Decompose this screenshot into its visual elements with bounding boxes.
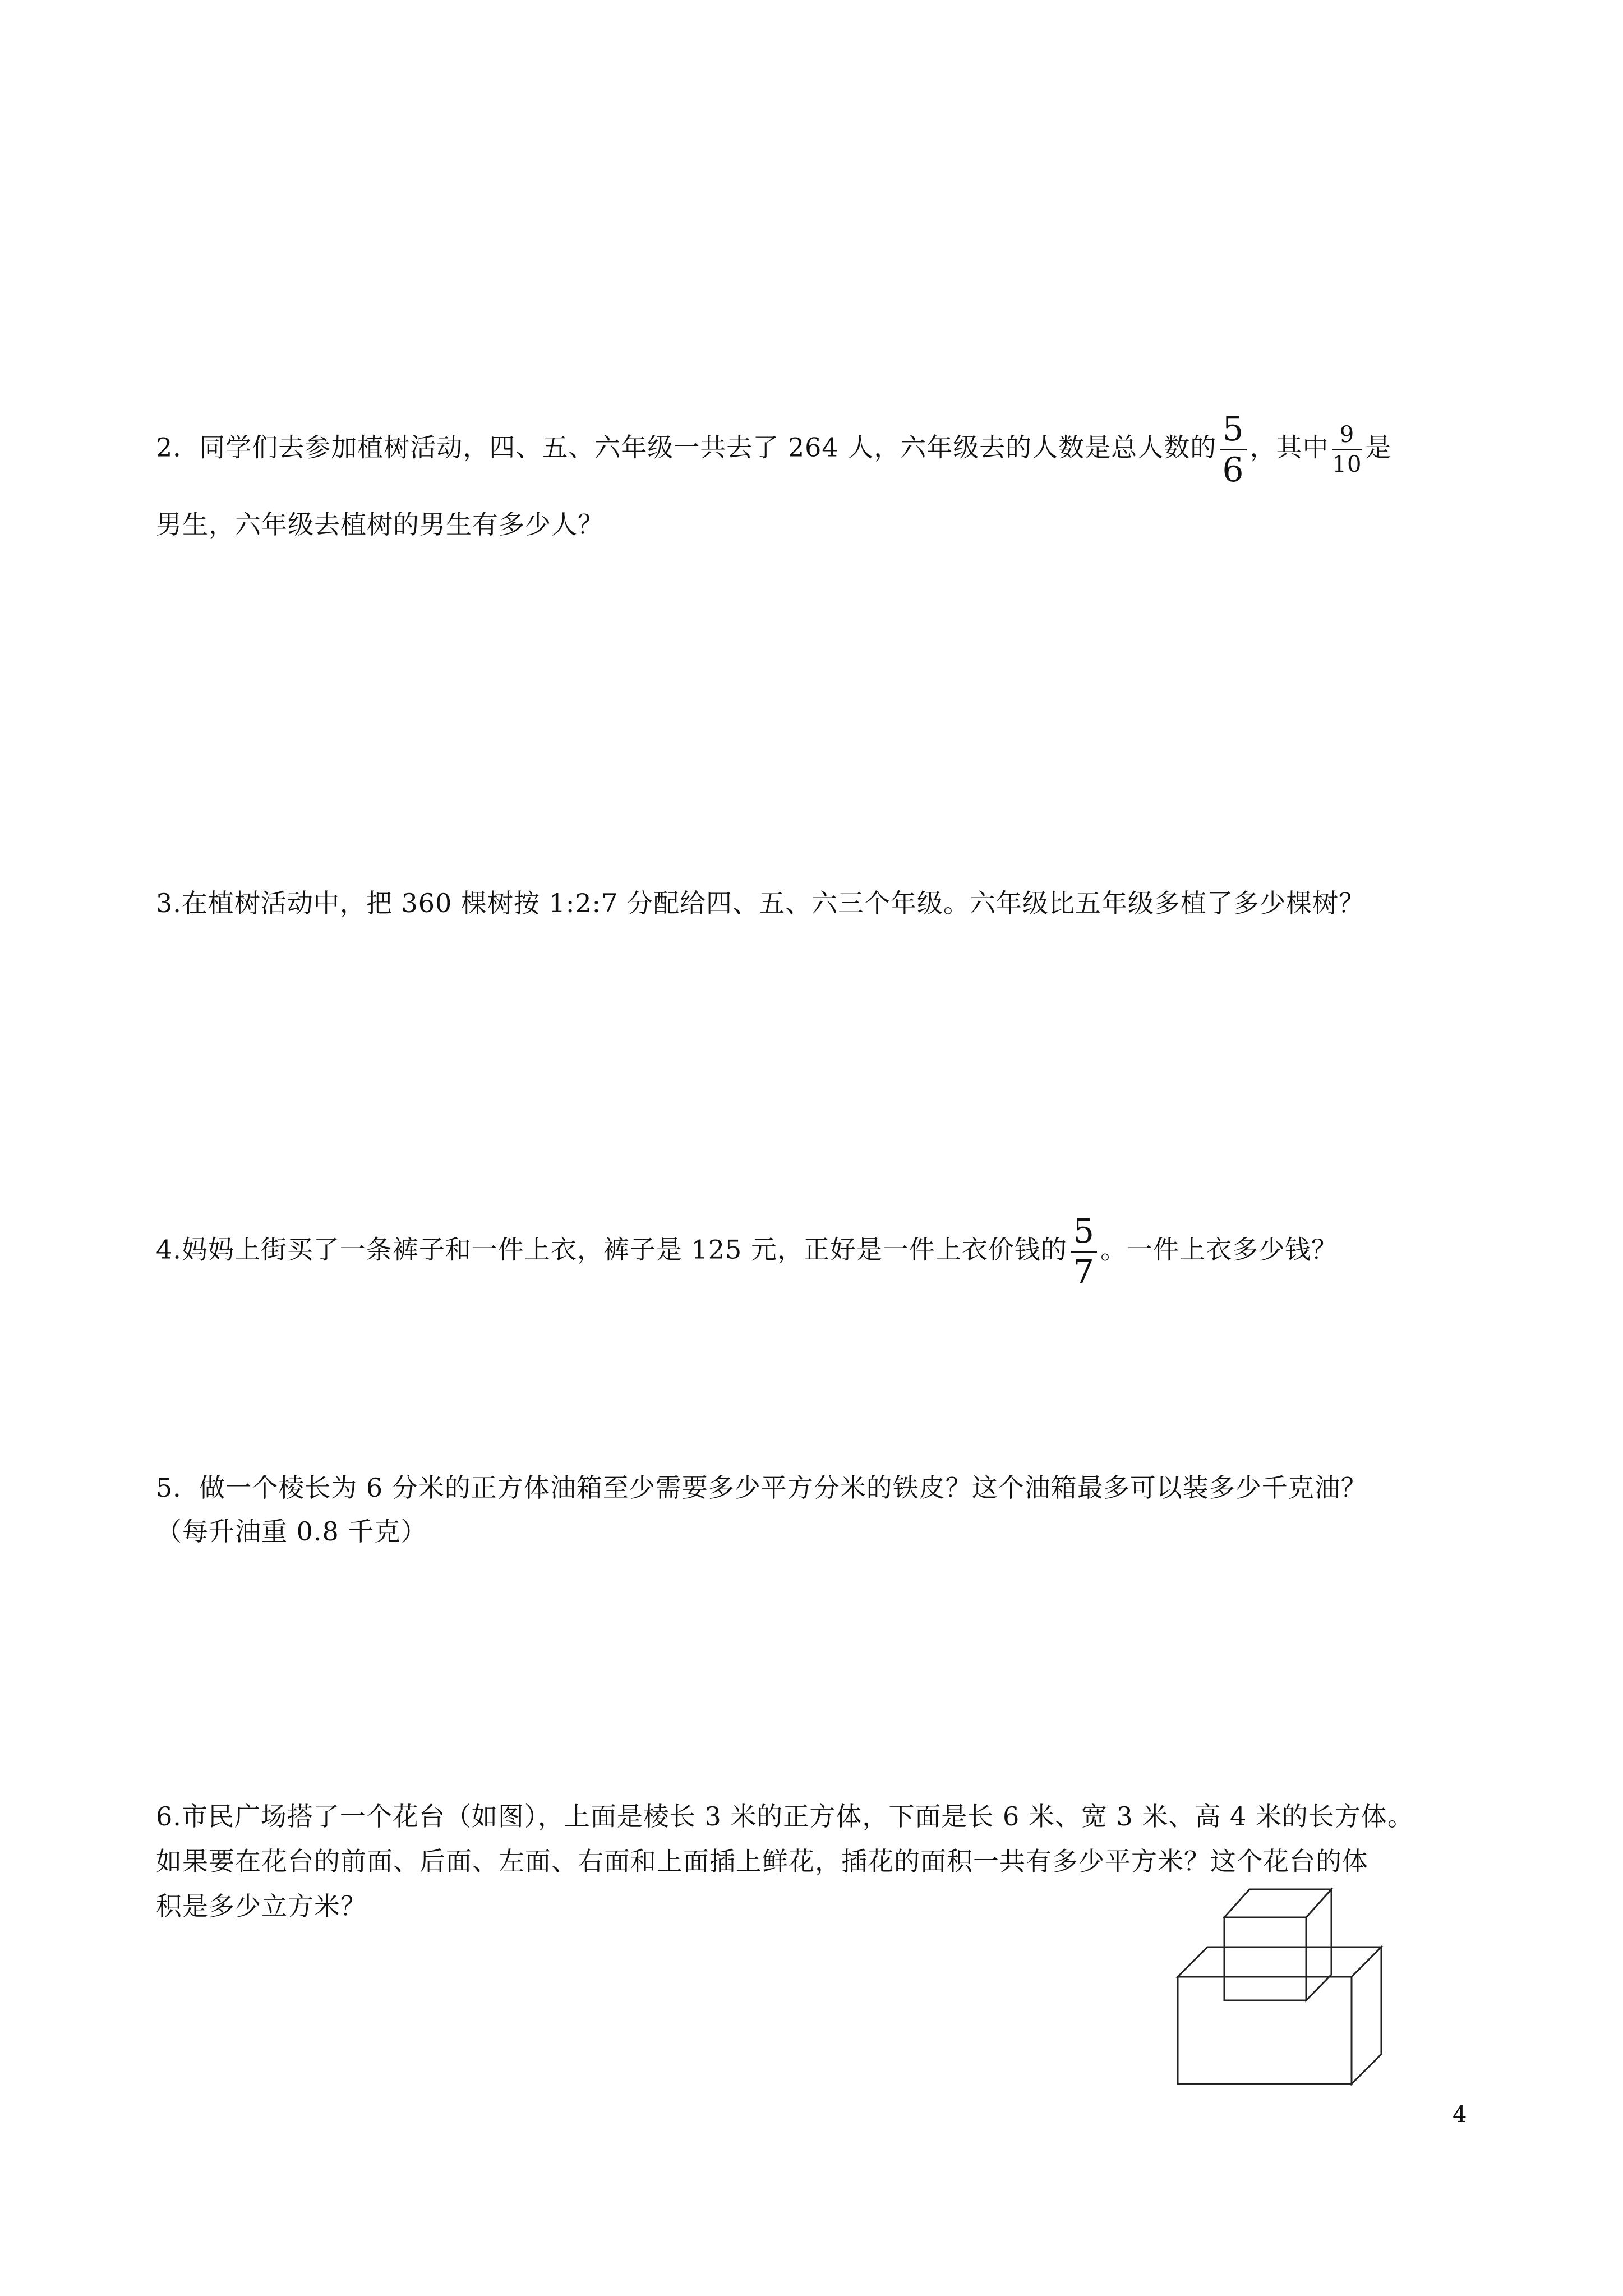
question-2-text-a: 2．同学们去参加植树活动，四、五、六年级一共去了 264 人，六年级去的人数是总人数的 (156, 432, 1217, 463)
question-6-line-3: 积是多少立方米？ (156, 1891, 367, 1921)
question-4-text-b: 。一件上衣多少钱？ (1100, 1234, 1338, 1265)
question-5-line-2: （每升油重 0.8 千克） (156, 1516, 427, 1547)
cuboid-top-face (1178, 1947, 1381, 1977)
question-4-text-a: 4.妈妈上街买了一条裤子和一件上衣，裤子是 125 元，正好是一件上衣价钱的 (156, 1234, 1067, 1265)
cube-top-face (1224, 1889, 1331, 1917)
question-6-line-1: 6.市民广场搭了一个花台（如图），上面是棱长 3 米的正方体，下面是长 6 米、宽 3 米、高 4 米的长方体。 (156, 1801, 1414, 1832)
fraction-five-sevenths: $\frac{5}{7}$ (1071, 1212, 1097, 1292)
question-6-line-2: 如果要在花台的前面、后面、左面、右面和上面插上鲜花，插花的面积一共有多少平方米？这个花台的体 (156, 1846, 1368, 1876)
flower-stand-figure (1166, 1885, 1402, 2087)
question-2-line-1 (156, 409, 1391, 490)
question-5-line-1: 5．做一个棱长为 6 分米的正方体油箱至少需要多少平方分米的铁皮？这个油箱最多可以装多少千克油？ (156, 1473, 1367, 1503)
fraction-five-sixths: $\frac{5}{6}$ (1220, 409, 1246, 490)
question-2-text-b: ，其中 (1249, 432, 1329, 463)
cube-front-face (1224, 1917, 1306, 2000)
page-number: 4 (1453, 2102, 1467, 2128)
cube-right-face (1306, 1889, 1331, 2000)
question-3: 3.在植树活动中，把 360 棵树按 1:2:7 分配给四、五、六三个年级。六年级比五年级多植了多少棵树？ (156, 888, 1365, 918)
cuboid-right-face (1352, 1947, 1381, 2084)
fraction-nine-tenths: $\frac{9}{10}$ (1332, 422, 1362, 477)
question-2-text-c: 是 (1365, 432, 1392, 463)
cuboid-front-face (1178, 1977, 1352, 2084)
question-2-line-2: 男生，六年级去植树的男生有多少人？ (156, 509, 604, 540)
question-4 (156, 1212, 1338, 1292)
